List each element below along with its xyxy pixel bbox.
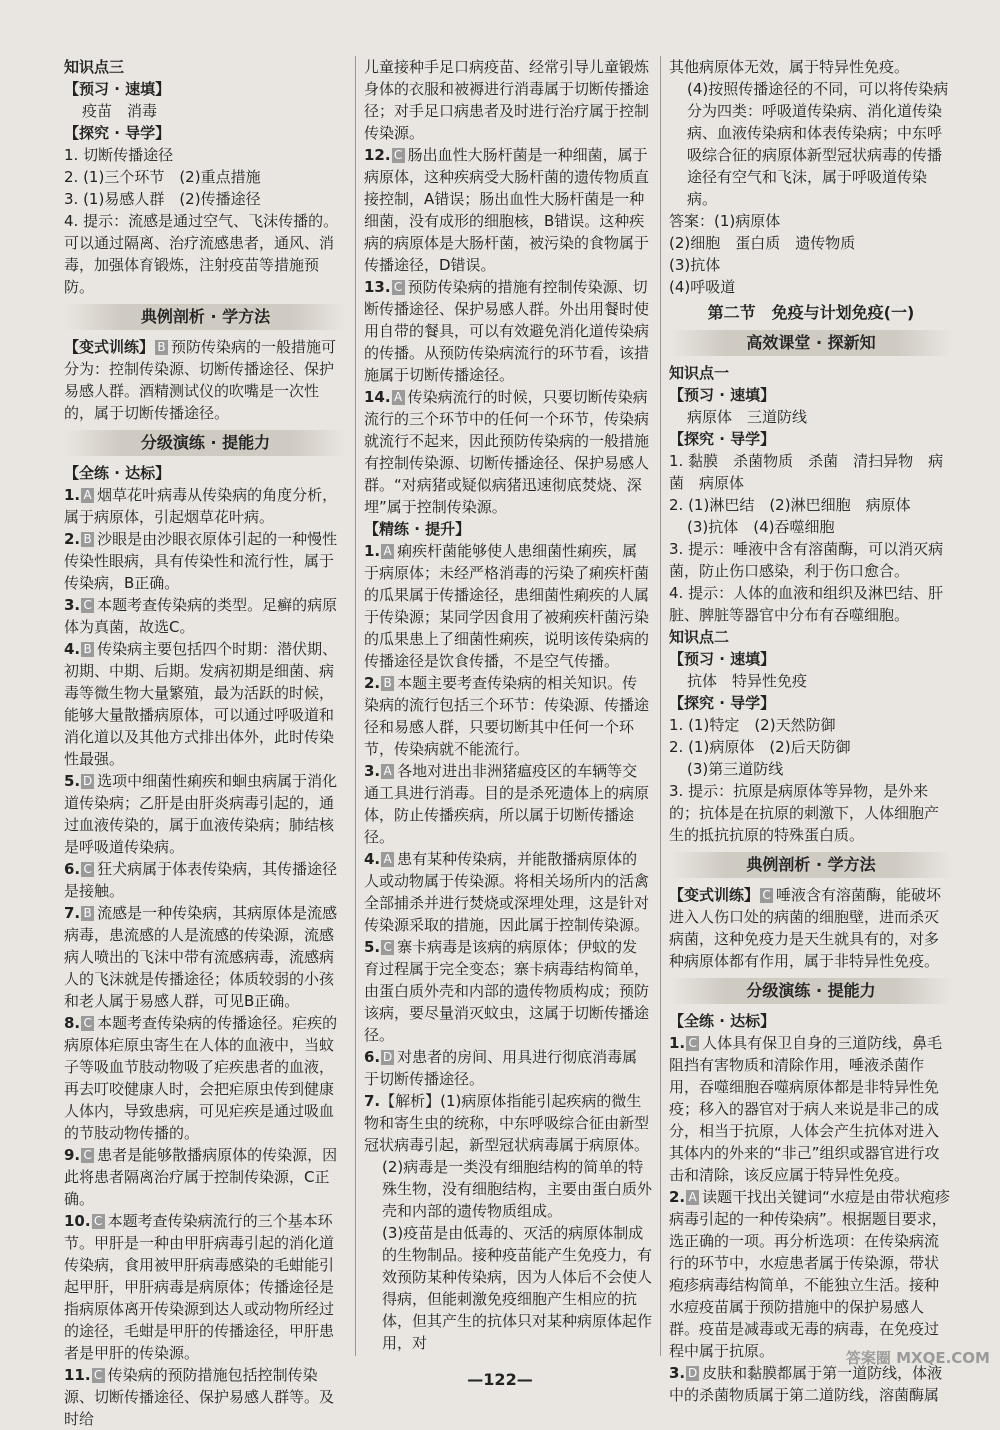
item-number: 【变式训练】: [64, 338, 155, 356]
indented-line: (3)疫苗是由低毒的、灭活的病原体制成的生物制品。接种疫苗能产生免疫力，有效预防某种传染病，因为人体后不会使人得病，但能刺激免疫细胞产生相应的抗体，但其产生的抗体只对某种病原体起作用，对: [382, 1224, 653, 1352]
answer-choice-badge: C: [81, 862, 94, 877]
item-number: 3.: [669, 1364, 686, 1382]
text-line: 4. 提示：人体的血液和组织及淋巴结、肝脏、脾脏等器官中分布有吞噬细胞。: [669, 584, 944, 624]
item-text: 读题干找出关键词“水痘是由带状疱疹病毒引起的一种传染病”。根据题目要求，选正确的一项。再分析选项：在传染病流行的环节中，水痘患者属于传染源，带状疱疹病毒结构简单，不能独立生活。接种水痘疫苗属于预防措施中的保护易感人群。疫苗是减毒或无毒的病毒，在免疫过程中属于抗原。: [669, 1188, 950, 1360]
section-tag: 【精练 · 提升】: [364, 520, 471, 538]
answer-choice-badge: A: [81, 488, 94, 503]
answer-choice-badge: A: [381, 852, 394, 867]
answer-choice-badge: A: [392, 390, 405, 405]
section-banner: 高效课堂 · 探新知: [669, 330, 953, 356]
item-text: 对患者的房间、用具进行彻底消毒属于切断传播途径。: [364, 1048, 638, 1088]
item-number: 7.: [64, 904, 81, 922]
item-text: 患有某种传染病，并能散播病原体的人或动物属于传染源。将相关场所内的活禽全部捕杀并进行焚烧或深埋处理，这是针对传染源采取的措施，因此属于控制传染源。: [364, 850, 650, 934]
text-line: 3. 提示：唾液中含有溶菌酶，可以消灭病菌，防止伤口感染，利于伤口愈合。: [669, 540, 944, 580]
section-banner: 典例剖析 · 学方法: [669, 852, 953, 878]
text-line: (2)细胞 蛋白质 遗传物质: [669, 234, 856, 252]
answer-item: [669, 1032, 953, 1186]
item-text: 沙眼是由沙眼衣原体引起的一种慢性传染性眼病，具有传染性和流行性，属于传染病，B正确。: [64, 530, 338, 592]
answer-item: [64, 594, 347, 638]
answer-choice-badge: B: [381, 676, 394, 691]
text-line: 3. 提示：抗原是病原体等异物，是外来的；抗体是在抗原的刺激下，人体细胞产生的抵抗抗原的特殊蛋白质。: [669, 782, 940, 844]
indented-line: (2)病毒是一类没有细胞结构的简单的特殊生物，没有细胞结构，主要由蛋白质外壳和内部的遗传物质组成。: [382, 1158, 653, 1220]
item-text: 传染病主要包括四个时期：潜伏期、初期、中期、后期。发病初期是细菌、病毒等微生物大量繁殖，最为活跃的时候，能够大量散播病原体，可以通过呼吸道和消化道以及其他方式排出体外，此时传染性最强。: [64, 640, 338, 768]
item-number: 8.: [64, 1014, 81, 1032]
answer-item: [64, 1144, 347, 1210]
item-text: 寨卡病毒是该病的病原体；伊蚊的发育过程属于完全变态；寨卡病毒结构简单，由蛋白质外壳和内部的遗传物质构成；预防该病，要尽量消灭蚊虫，这属于切断传播途径。: [364, 938, 650, 1044]
item-text: 唾液含有溶菌酶，能破坏进入人伤口处的病菌的细胞壁，进而杀灭病菌，这种免疫力是天生就具有的，对多种病原体都有作用，属于非特异性免疫。: [669, 886, 942, 970]
knowledge-heading: 知识点二: [669, 628, 730, 646]
answer-item: [364, 144, 652, 276]
item-number: 9.: [64, 1146, 81, 1164]
item-number: 【变式训练】: [669, 886, 760, 904]
item-text: 选项中细菌性痢疾和蛔虫病属于消化道传染病；乙肝是由肝炎病毒引起的，通过血液传染的，属于血液传染病；肺结核是呼吸道传染病。: [64, 772, 338, 856]
answer-item: [64, 484, 347, 528]
answer-choice-badge: C: [392, 148, 405, 163]
answer-choice-badge: A: [686, 1190, 699, 1205]
item-number: 11.: [64, 1366, 91, 1384]
answer-item: [64, 858, 347, 902]
item-text: 烟草花叶病毒从传染病的角度分析，属于病原体，引起烟草花叶病。: [64, 486, 338, 526]
knowledge-heading: 知识点一: [669, 364, 730, 382]
item-number: 7.: [364, 1092, 381, 1110]
text-line: 其他病原体无效，属于特异性免疫。: [669, 58, 910, 76]
item-number: 1.: [364, 542, 381, 560]
item-number: 1.: [64, 486, 81, 504]
item-text: 本题考查传染病的类型。足癣的病原体为真菌，故选C。: [64, 596, 338, 636]
indented-line: 抗体 特异性免疫: [687, 672, 808, 690]
item-number: 6.: [64, 860, 81, 878]
section-tag: 【探究 · 导学】: [64, 124, 171, 142]
item-number: 5.: [64, 772, 81, 790]
item-number: 4.: [364, 850, 381, 868]
answer-choice-badge: A: [381, 764, 394, 779]
item-number: 6.: [364, 1048, 381, 1066]
text-line: 2. (1)病原体 (2)后天防御: [669, 738, 851, 756]
item-number: 10.: [64, 1212, 91, 1230]
item-text: 肠出血性大肠杆菌是一种细菌，属于病原体，这种疾病受大肠杆菌的遗传物质直接控制，A错误；肠出血性大肠杆菌是一种细菌，没有成形的细胞核，B错误。这种疾病的病原体是大肠杆菌，被污染的食物属于传播途径，D错误。: [364, 146, 650, 274]
answer-choice-badge: C: [81, 1148, 94, 1163]
answer-choice-badge: C: [760, 888, 773, 903]
item-text: 预防传染病的一般措施可分为：控制传染源、切断传播途径、保护易感人群。酒精测试仪的吹嘴是一次性的，属于切断传播途径。: [64, 338, 337, 422]
answer-choice-badge: D: [688, 1366, 698, 1380]
item-number: 2.: [64, 530, 81, 548]
item-text: 传染病流行的时候，只要切断传染病流行的三个环节中的任何一个环节，传染病就流行不起来，因此预防传染病的一般措施有控制传染源、切断传播途径、保护易感人群。“对病猪或疑似病猪迅速彻底焚烧、深埋”属于控制传染源。: [364, 388, 650, 516]
item-number: 3.: [64, 596, 81, 614]
answer-choice-badge: C: [81, 1016, 94, 1031]
section-banner: 分级演练 · 提能力: [64, 430, 347, 456]
text-line: (3)抗体: [669, 256, 721, 274]
text-line: 1. 黏膜 杀菌物质 杀菌 清扫异物 病菌 病原体: [669, 452, 944, 492]
section-tag: 【全练 · 达标】: [64, 464, 171, 482]
section-tag: 【探究 · 导学】: [669, 430, 776, 448]
indented-line: (3)抗体 (4)吞噬细胞: [687, 518, 835, 536]
answer-choice-badge: C: [92, 1214, 105, 1229]
item-number: 14.: [364, 388, 391, 406]
item-number: 13.: [364, 278, 391, 296]
text-line: 4. 提示：流感是通过空气、飞沫传播的。可以通过隔离、治疗流感患者，通风、消毒，加强体育锻炼，注射疫苗等措施预防。: [64, 212, 339, 296]
section-tag: 【预习 · 速填】: [64, 80, 171, 98]
item-number: 2.: [669, 1188, 686, 1206]
answer-item: [64, 902, 347, 1012]
answer-item: [669, 1186, 953, 1362]
item-text: 本题考查传染病的传播途径。疟疾的病原体疟原虫寄生在人体的血液中，当蚊子等吸血节肢动物吸了疟疾患者的血液，再去叮咬健康人时，会把疟原虫传到健康人体内，导致患病，可见疟疾是通过吸血的节肢动物传播的。: [64, 1014, 338, 1142]
answer-item: [64, 528, 347, 594]
answer-choice-badge: B: [81, 532, 94, 547]
item-text: 预防传染病的措施有控制传染源、切断传播途径、保护易感人群。外出用餐时使用自带的餐具，可以有效避免消化道传染病的传播。从预防传染病流行的环节看，该措施属于切断传播途径。: [364, 278, 650, 384]
answer-item: [364, 760, 652, 848]
text-line: 3. (1)易感人群 (2)传播途径: [64, 190, 261, 208]
section-tag: 【全练 · 达标】: [669, 1012, 776, 1030]
indented-line: (4)按照传播途径的不同，可以将传染病分为四类：呼吸道传染病、消化道传染病、血液传染病和体表传染病；中东呼吸综合征的病原体新型冠状病毒的传播途径有空气和飞沫，属于呼吸道传染病。: [687, 80, 949, 208]
item-text: 各地对进出非洲猪瘟疫区的车辆等交通工具进行消毒。目的是杀死遗体上的病原体，防止传播疾病，所以属于切断传播途径。: [364, 762, 650, 846]
answer-choice-badge: D: [383, 1050, 393, 1064]
section-tag: 【预习 · 速填】: [669, 386, 776, 404]
section-banner: 典例剖析 · 学方法: [64, 304, 347, 330]
item-text: 人体具有保卫自身的三道防线，鼻毛阻挡有害物质和清除作用，唾液杀菌作用，吞噬细胞吞噬病原体都是非特异性免疫；移入的器官对于病人来说是非己的成分，相当于抗原，人体会产生抗体对进入其体内的外来的“非己”组织或器官进行攻击和清除，该反应属于特异性免疫。: [669, 1034, 943, 1184]
text-line: (4)呼吸道: [669, 278, 736, 296]
column-left: [56, 56, 356, 1428]
answer-item: [364, 540, 652, 672]
item-text: 【解析】(1)病原体指能引起疾病的微生物和寄生虫的统称，中东呼吸综合征由新型冠状病毒引起，新型冠状病毒属于病原体。: [364, 1092, 650, 1154]
item-text: 皮肤和黏膜都属于第一道防线，体液中的杀菌物质属于第二道防线，溶菌酶属: [669, 1364, 943, 1404]
chapter-title: 第二节 免疫与计划免疫(一): [707, 303, 915, 322]
answer-item: [64, 336, 347, 424]
answer-item: [364, 1046, 652, 1090]
answer-item: [364, 848, 652, 936]
answer-choice-badge: C: [92, 1368, 105, 1383]
item-number: 12.: [364, 146, 391, 164]
text-line: 儿童接种手足口病疫苗、经常引导儿童锻炼身体的衣服和被褥进行消毒属于切断传播途径；对手足口病患者及时进行治疗属于控制传染源。: [364, 58, 650, 142]
answer-item: [64, 1012, 347, 1144]
answer-choice-badge: D: [83, 774, 93, 788]
indented-line: 病原体 三道防线: [687, 408, 808, 426]
answer-choice-badge: B: [81, 642, 94, 657]
item-number: 5.: [364, 938, 381, 956]
answer-item: [364, 1090, 652, 1156]
page-number: —122—: [467, 1370, 533, 1389]
answer-choice-badge: A: [381, 544, 394, 559]
text-line: 2. (1)淋巴结 (2)淋巴细胞 病原体: [669, 496, 911, 514]
item-text: 痢疾杆菌能够使人患细菌性痢疾，属于病原体；未经严格消毒的污染了痢疾杆菌的瓜果属于传播途径，患细菌性痢疾的人属于传染源；某同学因食用了被痢疾杆菌污染的瓜果患上了细菌性痢疾，说明该传染病的传播途径是饮食传播，不是空气传播。: [364, 542, 650, 670]
item-number: 4.: [64, 640, 81, 658]
answer-item: [364, 672, 652, 760]
item-text: 流感是一种传染病，其病原体是流感病毒，患流感的人是流感的传染源，流感病人喷出的飞沫中带有流感病毒，流感病人的飞沫就是传播途径；体质较弱的小孩和老人属于易感人群，可见B正确。: [64, 904, 338, 1010]
answer-choice-badge: C: [392, 280, 405, 295]
answer-item: [364, 276, 652, 386]
column-middle: [356, 56, 661, 1356]
item-number: 3.: [364, 762, 381, 780]
answer-choice-badge: B: [155, 340, 168, 355]
text-line: 1. 切断传播途径: [64, 146, 174, 164]
section-banner: 分级演练 · 提能力: [669, 978, 953, 1004]
answer-item: [364, 936, 652, 1046]
item-text: 传染病的预防措施包括控制传染源、切断传播途径、保护易感人群等。及时给: [64, 1366, 335, 1428]
item-number: 1.: [669, 1034, 686, 1052]
answer-choice-badge: B: [81, 906, 94, 921]
text-line: 答案：(1)病原体: [669, 212, 781, 230]
answer-choice-badge: C: [686, 1036, 699, 1051]
answer-choice-badge: C: [381, 940, 394, 955]
indented-line: (3)第三道防线: [687, 760, 784, 778]
item-text: 患者是能够散播病原体的传染源，因此将患者隔离治疗属于控制传染源，C正确。: [64, 1146, 338, 1208]
item-text: 本题考查传染病流行的三个基本环节。甲肝是一种由甲肝病毒引起的消化道传染病，食用被甲肝病毒感染的毛蚶能引起甲肝，甲肝病毒是病原体；传播途径是指病原体离开传染源到达人或动物所经过的途径，毛蚶是甲肝的传播途径，甲肝患者是甲肝的传染源。: [64, 1212, 335, 1362]
answer-item: [64, 638, 347, 770]
answer-item: [364, 386, 652, 518]
indented-line: 疫苗 消毒: [82, 102, 158, 120]
answer-item: [669, 884, 953, 972]
knowledge-heading: 知识点三: [64, 58, 125, 76]
text-line: 1. (1)特定 (2)天然防御: [669, 716, 836, 734]
answer-choice-badge: C: [81, 598, 94, 613]
item-text: 本题主要考查传染病的相关知识。传染病的流行包括三个环节：传染源、传播途径和易感人群，只要切断其中任何一个环节，传染病就不能流行。: [364, 674, 650, 758]
section-tag: 【预习 · 速填】: [669, 650, 776, 668]
watermark-logo: 答案圈 MXQE.COM: [845, 1349, 990, 1367]
answer-item: [64, 1210, 347, 1364]
text-line: 2. (1)三个环节 (2)重点措施: [64, 168, 261, 186]
item-number: 2.: [364, 674, 381, 692]
item-text: 狂犬病属于体表传染病，其传播途径是接触。: [64, 860, 338, 900]
section-tag: 【探究 · 导学】: [669, 694, 776, 712]
answer-item: [64, 770, 347, 858]
